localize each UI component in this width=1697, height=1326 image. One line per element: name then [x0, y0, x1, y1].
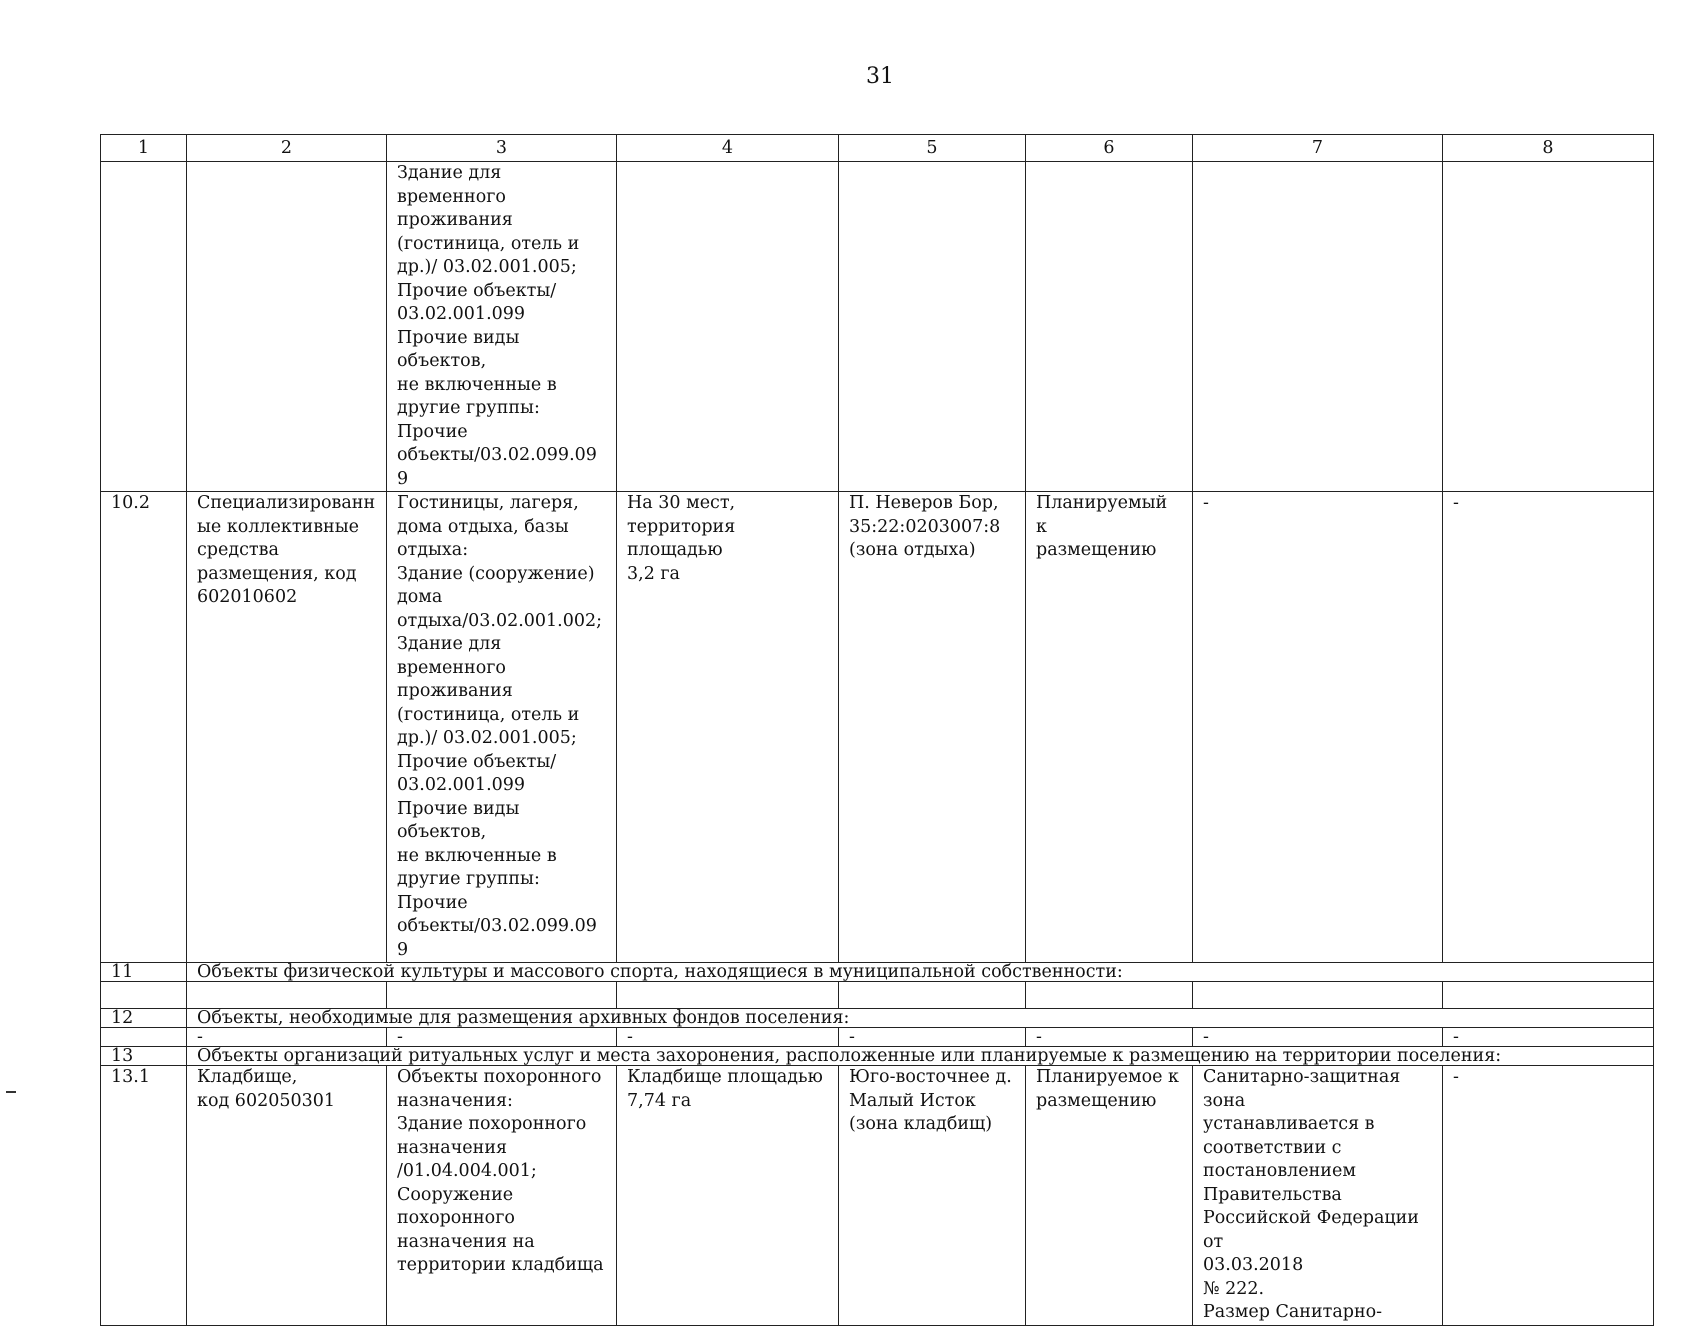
- cell-zone: Санитарно-защитная зона устанавливается в соответствии с постановлением Правительства Российской Федерации от 03.03.2018 № 222. Размер Санитарно-: [1193, 1066, 1443, 1326]
- cell-characteristics: [617, 162, 839, 492]
- cell-location: П. Неверов Бор, 35:22:0203007:8 (зона отдыха): [839, 492, 1026, 963]
- cell-characteristics: Кладбище площадью 7,74 га: [617, 1066, 839, 1326]
- dash-cell: -: [1026, 1028, 1193, 1047]
- cell-status: Планируемый к размещению: [1026, 492, 1193, 963]
- section-row-13: [101, 1047, 1654, 1066]
- column-header: 7: [1193, 135, 1443, 162]
- page-number: 31: [866, 64, 894, 89]
- table-row-continued: [101, 162, 1654, 492]
- empty-row: [101, 982, 1654, 1009]
- cell-name: Кладбище, код 602050301: [187, 1066, 387, 1326]
- cell-name: [187, 162, 387, 492]
- section-number: 12: [101, 1009, 187, 1028]
- cell-location: Юго-восточнее д. Малый Исток (зона кладбищ): [839, 1066, 1026, 1326]
- cell-number: 10.2: [101, 492, 187, 963]
- cell-status: Планируемое к размещению: [1026, 1066, 1193, 1326]
- cell-notes: [1443, 162, 1654, 492]
- dash-row: [101, 1028, 1654, 1047]
- cell-object-types: Гостиницы, лагеря, дома отдыха, базы отдыха: Здание (сооружение) дома отдыха/03.02.001.002; Здание для временного проживания (гостиница, отель и др.)/ 03.02.001.005; Прочие объекты/ 03.02.001.099 Прочие виды объектов, не включенные в другие группы: Прочие объекты/03.02.099.099: [387, 492, 617, 963]
- cell-notes: -: [1443, 492, 1654, 963]
- section-title: Объекты организаций ритуальных услуг и места захоронения, расположенные или планируемые к размещению на территории поселения:: [187, 1047, 1654, 1066]
- cell-location: [839, 162, 1026, 492]
- cell-object-types: Здание для временного проживания (гостиница, отель и др.)/ 03.02.001.005; Прочие объекты/ 03.02.001.099 Прочие виды объектов, не включенные в другие группы: Прочие объекты/03.02.099.099: [387, 162, 617, 492]
- section-row-12: [101, 1009, 1654, 1028]
- table-header-row: [101, 135, 1654, 162]
- section-title: Объекты, необходимые для размещения архивных фондов поселения:: [187, 1009, 1654, 1028]
- dash-cell: -: [187, 1028, 387, 1047]
- cell-zone: [1193, 162, 1443, 492]
- dash-cell: -: [617, 1028, 839, 1047]
- cell-name: Специализированн ые коллективные средства размещения, код 602010602: [187, 492, 387, 963]
- margin-mark: [6, 1091, 16, 1093]
- dash-cell: -: [839, 1028, 1026, 1047]
- section-title: Объекты физической культуры и массового спорта, находящиеся в муниципальной собственности:: [187, 963, 1654, 982]
- dash-cell: -: [1193, 1028, 1443, 1047]
- section-row-11: [101, 963, 1654, 982]
- column-header: 1: [101, 135, 187, 162]
- section-number: 11: [101, 963, 187, 982]
- register-table: [100, 134, 1654, 1326]
- cell-number: [101, 1028, 187, 1047]
- dash-cell: -: [387, 1028, 617, 1047]
- column-header: 6: [1026, 135, 1193, 162]
- column-header: 4: [617, 135, 839, 162]
- column-header: 5: [839, 135, 1026, 162]
- cell-characteristics: На 30 мест, территория площадью 3,2 га: [617, 492, 839, 963]
- column-header: 2: [187, 135, 387, 162]
- table-row-13-1: [101, 1066, 1654, 1326]
- column-header: 8: [1443, 135, 1654, 162]
- section-number: 13: [101, 1047, 187, 1066]
- dash-cell: -: [1443, 1028, 1654, 1047]
- cell-number: [101, 162, 187, 492]
- table-row-10-2: [101, 492, 1654, 963]
- cell-zone: -: [1193, 492, 1443, 963]
- cell-number: 13.1: [101, 1066, 187, 1326]
- cell-status: [1026, 162, 1193, 492]
- column-header: 3: [387, 135, 617, 162]
- cell-object-types: Объекты похоронного назначения: Здание похоронного назначения /01.04.004.001; Сооружение похоронного назначения на территории кладбища: [387, 1066, 617, 1326]
- cell-notes: -: [1443, 1066, 1654, 1326]
